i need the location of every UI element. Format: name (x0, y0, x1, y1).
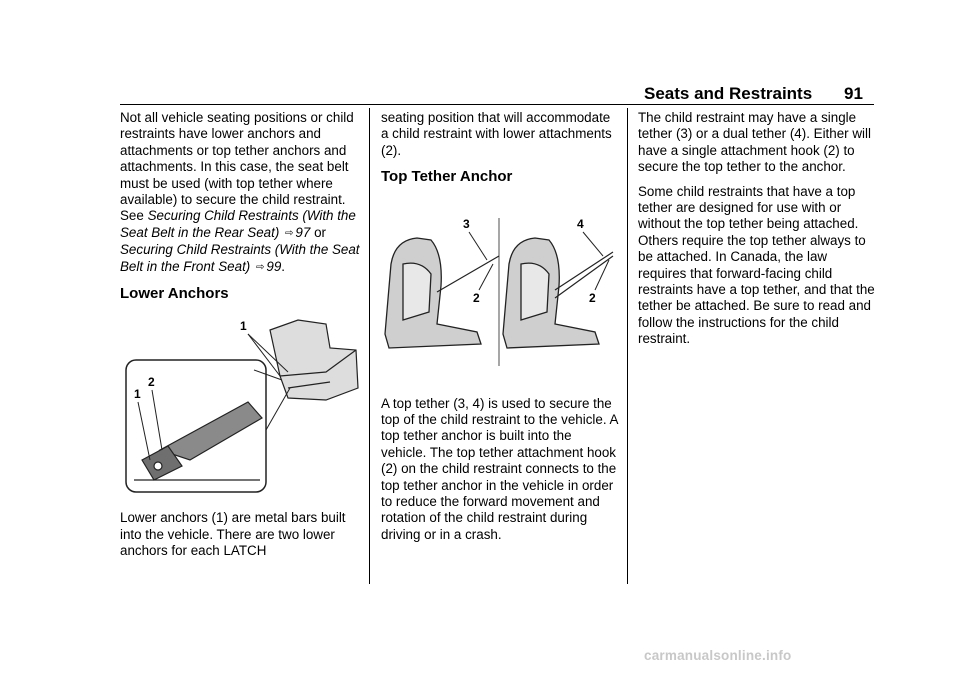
callout-2-right: 2 (589, 290, 596, 305)
header-rule (120, 104, 874, 105)
xref-front-seat-page[interactable]: 99 (266, 258, 282, 274)
tether-requirements-paragraph: Some child restraints that have a top tether are designed for use with or without the top tether being attached. Others require the top tether always to be attached. In Canada, the law requires that forward-facing child restraints have a top tether, and that the tether be attached. Be sure to read and follow the instructions for the child restraint. (638, 183, 875, 347)
column-divider-1 (369, 108, 370, 584)
callout-1-inset: 1 (134, 387, 141, 402)
lower-anchors-heading: Lower Anchors (120, 285, 229, 303)
column-2 (381, 110, 619, 551)
tether-types-paragraph: The child restraint may have a single tether (3) or a dual tether (4). Either will have a single attachment hook (2) to secure the top tether to the anchor. (638, 110, 871, 175)
callout-1-seat: 1 (240, 319, 247, 334)
or-label: or (314, 224, 326, 240)
xref-front-seat-link[interactable]: Securing Child Restraints (With the Seat Belt in the Front Seat) (120, 242, 360, 274)
top-tether-figure (381, 194, 619, 384)
lower-anchors-paragraph: Lower anchors (1) are metal bars built into the vehicle. There are two lower anchors for each LATCH (120, 510, 346, 559)
callout-3: 3 (463, 216, 470, 231)
callout-2-inset: 2 (148, 375, 155, 390)
continued-paragraph: seating position that will accommodate a child restraint with lower attachments (2). (381, 110, 612, 158)
column-3 (638, 110, 876, 356)
intro-paragraph: Not all vehicle seating positions or child restraints have lower anchors and attachments or top tether anchors and attachments. In this case, the seat belt must be used (with top tether where available) to secure the child restraint. (120, 110, 354, 208)
top-tether-heading: Top Tether Anchor (381, 168, 513, 186)
section-title: Seats and Restraints (644, 84, 813, 103)
page-arrow-icon: ⇨ (285, 227, 294, 239)
child-seat-single-tether (385, 238, 499, 348)
column-divider-2 (627, 108, 628, 584)
lower-anchors-figure (120, 310, 360, 498)
leader-line (266, 388, 290, 430)
cross-reference: See Securing Child Restraints (With the Seat Belt in the Rear Seat) ⇨ 97 or Securing Child Restraints (With the Seat Belt in the Front Seat) ⇨ 99. (120, 208, 360, 274)
callout-4: 4 (577, 216, 584, 231)
xref-rear-seat-page[interactable]: 97 (295, 224, 311, 240)
vehicle-seat-sketch (270, 320, 358, 400)
column-1 (120, 110, 360, 568)
page-number: 91 (844, 84, 863, 103)
callout-2-left: 2 (473, 290, 480, 305)
see-label: See (120, 208, 144, 224)
child-seat-dual-tether (503, 238, 613, 348)
watermark: carmanualsonline.info (644, 648, 792, 663)
xref-rear-seat-link[interactable]: Securing Child Restraints (With the Seat Belt in the Rear Seat) (120, 208, 356, 240)
page-arrow-icon: ⇨ (256, 261, 265, 273)
top-tether-paragraph: A top tether (3, 4) is used to secure the top of the child restraint to the vehicle. A top tether anchor is built into the vehicle. The top tether attachment hook (2) on the child restraint connects to the top tether anchor in the vehicle in order to reduce the forward movement and rotation of the child restraint during driving or in a crash. (381, 395, 618, 542)
